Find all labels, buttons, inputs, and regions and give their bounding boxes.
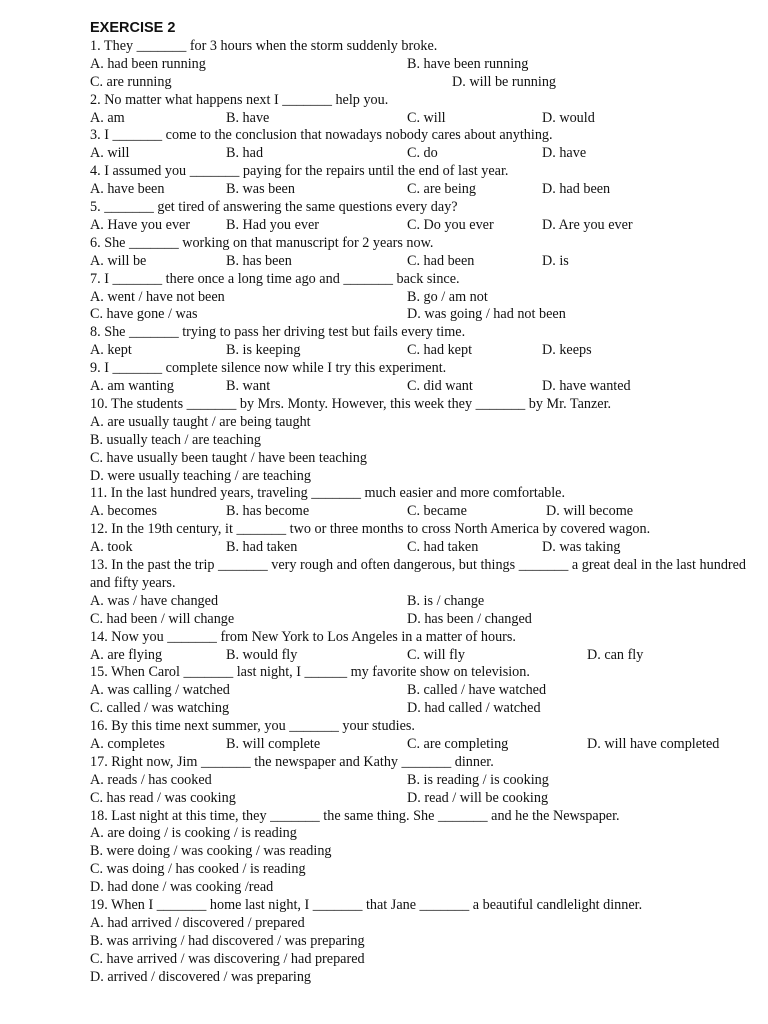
answer-option: B. have — [226, 109, 270, 126]
question-19 — [90, 897, 750, 986]
answer-option: D. would — [542, 109, 595, 126]
answer-option: B. was arriving / had discovered / was preparing — [90, 932, 365, 949]
question-7 — [90, 271, 750, 325]
answer-option: A. Have you ever — [90, 216, 191, 233]
answer-option: D. was going / had not been — [407, 306, 566, 323]
answer-option: D. had been — [542, 181, 611, 198]
options-row — [90, 790, 750, 808]
answer-option: D. arrived / discovered / was preparing — [90, 968, 312, 985]
options-row — [90, 933, 750, 951]
question-17 — [90, 754, 750, 808]
answer-option: B. Had you ever — [226, 216, 319, 233]
answer-option: B. usually teach / are teaching — [90, 431, 261, 448]
options-row — [90, 915, 750, 933]
answer-option: D. have — [542, 145, 587, 162]
answer-option: B. has been — [226, 252, 292, 269]
answer-option: D. had called / watched — [407, 700, 541, 717]
question-16 — [90, 718, 750, 754]
exercise-page — [90, 18, 750, 987]
answer-option: C. did want — [407, 378, 473, 395]
options-row — [90, 181, 750, 199]
answer-option: A. are doing / is cooking / is reading — [90, 825, 297, 842]
question-stem: 9. I _______ complete silence now while I try this experiment. — [90, 360, 447, 377]
answer-option: C. have usually been taught / have been teaching — [90, 449, 367, 466]
question-14 — [90, 629, 750, 665]
options-row — [90, 539, 750, 557]
answer-option: C. had been / will change — [90, 610, 235, 627]
answer-option: A. was calling / watched — [90, 682, 230, 699]
question-stem: 1. They _______ for 3 hours when the storm suddenly broke. — [90, 38, 438, 54]
answer-option: A. had arrived / discovered / prepared — [90, 914, 305, 931]
answer-option: C. will — [407, 109, 446, 126]
question-8 — [90, 324, 750, 360]
answer-option: B. go / am not — [407, 288, 488, 305]
answer-option: B. want — [226, 378, 271, 395]
answer-option: D. keeps — [542, 342, 592, 359]
answer-option: A. are flying — [90, 646, 163, 663]
answer-option: D. have wanted — [542, 378, 631, 395]
options-row — [90, 951, 750, 969]
question-stem: 10. The students _______ by Mrs. Monty. However, this week they _______ by Mr. Tanzer. — [90, 395, 612, 412]
options-row — [90, 503, 750, 521]
question-stem: 16. By this time next summer, you _______ your studies. — [90, 718, 415, 735]
question-stem: 11. In the last hundred years, traveling _______ much easier and more comfortable. — [90, 485, 565, 502]
question-stem: 12. In the 19th century, it _______ two or three months to cross North America by covered wagon. — [90, 521, 651, 538]
answer-option: B. called / have watched — [407, 682, 547, 699]
answer-option: A. am wanting — [90, 378, 174, 395]
question-stem: 3. I _______ come to the conclusion that nowadays nobody cares about anything. — [90, 127, 553, 144]
answer-option: C. called / was watching — [90, 700, 230, 717]
answer-option: D. read / will be cooking — [407, 789, 549, 806]
options-row — [90, 468, 750, 486]
options-row — [90, 969, 750, 987]
options-row — [90, 342, 750, 360]
options-row — [90, 772, 750, 790]
options-row — [90, 593, 750, 611]
answer-option: B. were doing / was cooking / was reading — [90, 843, 332, 860]
answer-option: C. Do you ever — [407, 216, 494, 233]
answer-option: B. is reading / is cooking — [407, 771, 549, 788]
answer-option: A. went / have not been — [90, 288, 225, 305]
answer-option: D. was taking — [542, 539, 621, 556]
options-row — [90, 74, 750, 92]
answer-option: C. are completing — [407, 736, 509, 752]
question-10 — [90, 396, 750, 485]
answer-option: D. will be running — [452, 73, 557, 90]
question-stem: 6. She _______ working on that manuscript for 2 years now. — [90, 234, 434, 251]
answer-option: A. are usually taught / are being taught — [90, 413, 311, 430]
options-row — [90, 843, 750, 861]
options-row — [90, 611, 750, 629]
options-row — [90, 145, 750, 163]
answer-option: A. will be — [90, 252, 147, 269]
answer-option: D. will become — [546, 503, 634, 520]
answer-option: A. becomes — [90, 503, 157, 520]
answer-option: C. has read / was cooking — [90, 789, 236, 806]
answer-option: C. had kept — [407, 342, 473, 359]
answer-option: A. completes — [90, 736, 165, 752]
options-row — [90, 378, 750, 396]
question-9 — [90, 360, 750, 396]
question-stem: 5. _______ get tired of answering the same questions every day? — [90, 199, 458, 216]
question-stem: 17. Right now, Jim _______ the newspaper and Kathy _______ dinner. — [90, 753, 494, 770]
answer-option: C. are being — [407, 181, 476, 198]
question-3 — [90, 127, 750, 163]
options-row — [90, 700, 750, 718]
question-4 — [90, 163, 750, 199]
options-row — [90, 432, 750, 450]
answer-option: C. became — [407, 503, 467, 520]
answer-option: A. took — [90, 539, 133, 556]
options-row — [90, 56, 750, 74]
answer-option: D. can fly — [587, 646, 644, 663]
options-row — [90, 861, 750, 879]
question-12 — [90, 521, 750, 557]
question-list — [90, 38, 750, 987]
options-row — [90, 110, 750, 128]
answer-option: D. has been / changed — [407, 610, 532, 627]
answer-option: D. will have completed — [587, 736, 720, 752]
answer-option: C. are running — [90, 73, 172, 90]
answer-option: C. had taken — [407, 539, 479, 556]
answer-option: B. has become — [226, 503, 310, 520]
answer-option: A. kept — [90, 342, 132, 359]
answer-option: D. is — [542, 252, 569, 269]
question-stem: 14. Now you _______ from New York to Los Angeles in a matter of hours. — [90, 628, 516, 645]
answer-option: B. had taken — [226, 539, 298, 556]
answer-option: C. will fly — [407, 646, 465, 663]
options-row — [90, 736, 750, 754]
options-row — [90, 450, 750, 468]
question-stem: 15. When Carol _______ last night, I ______ my favorite show on television. — [90, 664, 530, 681]
answer-option: B. is / change — [407, 592, 485, 609]
question-13 — [90, 557, 750, 629]
options-row — [90, 289, 750, 307]
answer-option: B. would fly — [226, 646, 298, 663]
answer-option: C. was doing / has cooked / is reading — [90, 861, 306, 878]
options-row — [90, 414, 750, 432]
question-18 — [90, 808, 750, 897]
answer-option: B. will complete — [226, 736, 321, 752]
question-5 — [90, 199, 750, 235]
answer-option: A. have been — [90, 181, 165, 198]
answer-option: C. do — [407, 145, 438, 162]
answer-option: B. have been running — [407, 55, 529, 72]
question-6 — [90, 235, 750, 271]
options-row — [90, 217, 750, 235]
question-stem: 18. Last night at this time, they _______ the same thing. She _______ and he the Newspaper. — [90, 807, 620, 824]
options-row — [90, 306, 750, 324]
answer-option: B. was been — [226, 181, 295, 198]
answer-option: D. Are you ever — [542, 216, 633, 233]
options-row — [90, 253, 750, 271]
answer-option: A. had been running — [90, 55, 206, 72]
answer-option: A. was / have changed — [90, 592, 219, 609]
question-stem: 8. She _______ trying to pass her driving test but fails every time. — [90, 324, 466, 341]
answer-option: A. will — [90, 145, 130, 162]
question-15 — [90, 664, 750, 718]
question-stem: 7. I _______ there once a long time ago and _______ back since. — [90, 270, 460, 287]
options-row — [90, 879, 750, 897]
question-stem: 19. When I _______ home last night, I _______ that Jane _______ a beautiful candlelight dinner. — [90, 897, 643, 914]
answer-option: B. is keeping — [226, 342, 301, 359]
options-row — [90, 825, 750, 843]
answer-option: C. have gone / was — [90, 306, 198, 323]
question-stem: 2. No matter what happens next I _______ help you. — [90, 91, 389, 108]
page-title: EXERCISE 2 — [90, 20, 176, 36]
answer-option: B. had — [226, 145, 264, 162]
options-row — [90, 647, 750, 665]
answer-option: C. have arrived / was discovering / had prepared — [90, 950, 365, 967]
question-1 — [90, 38, 750, 92]
answer-option: A. reads / has cooked — [90, 771, 212, 788]
question-stem: 13. In the past the trip _______ very rough and often dangerous, but things _______ a great deal in the last hundred and fifty years. — [90, 557, 747, 591]
question-stem: 4. I assumed you _______ paying for the repairs until the end of last year. — [90, 163, 509, 180]
question-2 — [90, 92, 750, 128]
answer-option: D. had done / was cooking /read — [90, 879, 274, 896]
answer-option: C. had been — [407, 252, 475, 269]
answer-option: D. were usually teaching / are teaching — [90, 467, 311, 484]
answer-option: A. am — [90, 109, 125, 126]
options-row — [90, 682, 750, 700]
question-11 — [90, 485, 750, 521]
